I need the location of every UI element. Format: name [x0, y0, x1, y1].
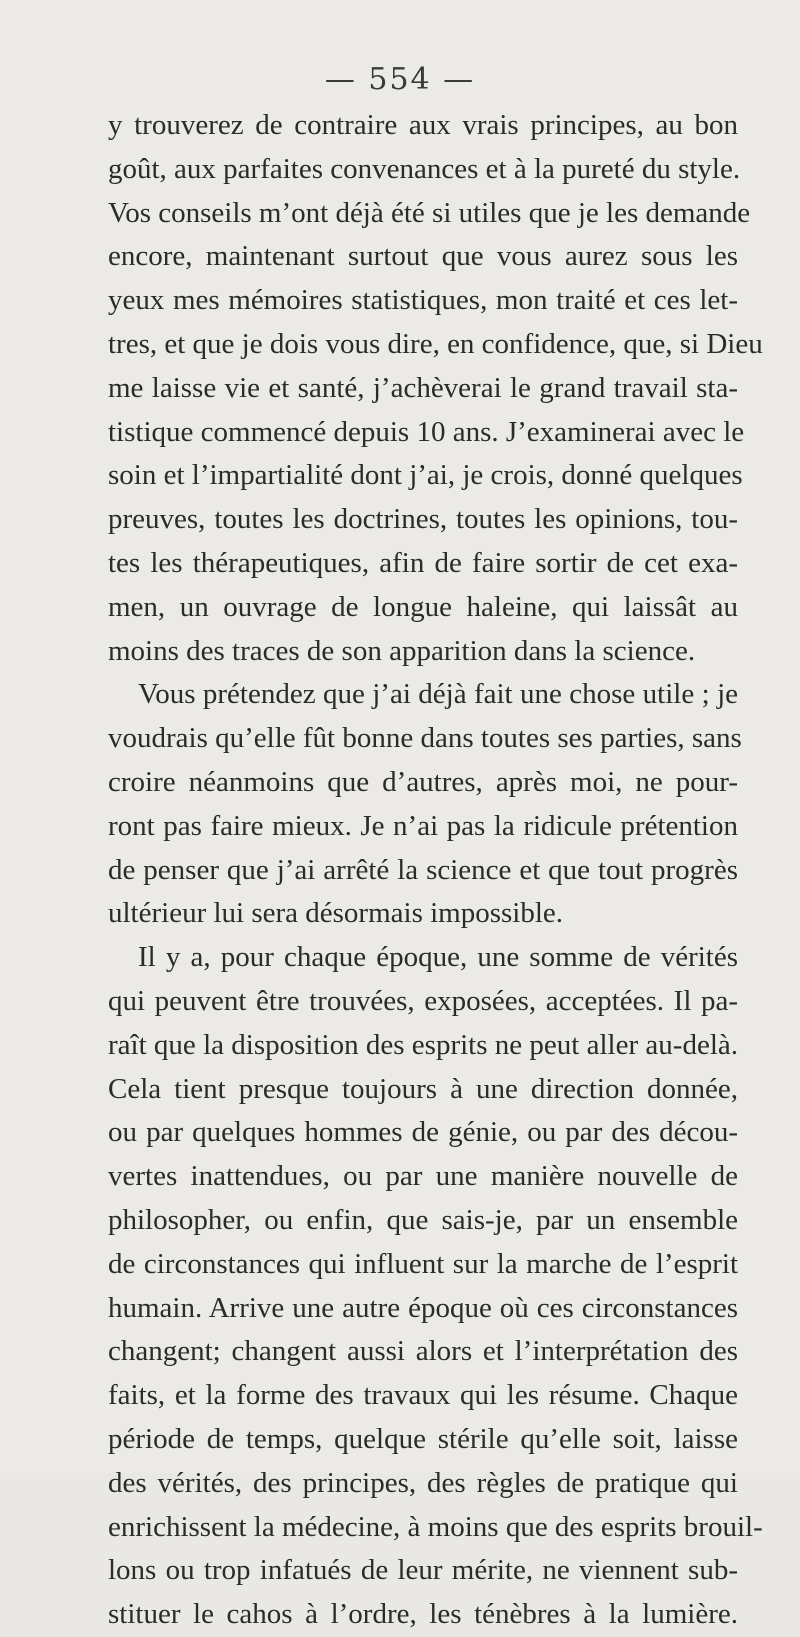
text-line: changent; changent aussi alors et l’interprétation des: [108, 1335, 738, 1368]
body-text: [108, 104, 763, 1637]
text-line: goût, aux parfaites convenances et à la pureté du style.: [108, 152, 741, 185]
text-line: voudrais qu’elle fût bonne dans toutes ses parties, sans: [108, 722, 742, 755]
text-line: des vérités, des principes, des règles de pratique qui: [108, 1466, 738, 1499]
text-line: yeux mes mémoires statistiques, mon traité et ces let-: [108, 284, 738, 317]
text-line: période de temps, quelque stérile qu’elle soit, laisse: [108, 1422, 738, 1455]
text-line: ou par quelques hommes de génie, ou par des décou-: [108, 1116, 738, 1149]
text-line: tistique commencé depuis 10 ans. J’examinerai avec le: [108, 415, 745, 448]
text-line: faits, et la forme des travaux qui les résume. Chaque: [108, 1379, 738, 1412]
text-line: humain. Arrive une autre époque où ces circonstances: [108, 1291, 738, 1324]
text-line: vertes inattendues, ou par une manière nouvelle de: [108, 1160, 738, 1193]
text-line: de penser que j’ai arrêté la science et que tout progrès: [108, 853, 738, 886]
text-line: enrichissent la médecine, à moins que des esprits brouil-: [108, 1510, 763, 1543]
text-line: tes les thérapeutiques, afin de faire sortir de cet exa-: [108, 546, 738, 579]
text-line: tres, et que je dois vous dire, en confidence, que, si Dieu: [108, 327, 763, 360]
text-line: moins des traces de son apparition dans la science.: [108, 634, 696, 667]
text-line: raît que la disposition des esprits ne peut aller au-delà.: [108, 1028, 738, 1061]
paragraph-start-line: Vous prétendez que j’ai déjà fait une chose utile ; je: [138, 678, 738, 711]
text-line: Cela tient presque toujours à une direction donnée,: [108, 1072, 738, 1105]
text-line: croire néanmoins que d’autres, après moi, ne pour-: [108, 765, 738, 798]
paragraph-start-line: Il y a, pour chaque époque, une somme de vérités: [138, 941, 738, 974]
text-line: Vos conseils m’ont déjà été si utiles que je les demande: [108, 196, 751, 229]
text-line: soin et l’impartialité dont j’ai, je crois, donné quelques: [108, 459, 743, 492]
text-line: ront pas faire mieux. Je n’ai pas la ridicule prétention: [108, 809, 738, 842]
text-line: me laisse vie et santé, j’achèverai le grand travail sta-: [108, 371, 738, 404]
text-line: de circonstances qui influent sur la marche de l’esprit: [108, 1247, 738, 1280]
text-line: preuves, toutes les doctrines, toutes les opinions, tou-: [108, 503, 738, 536]
text-line: stituer le cahos à l’ordre, les ténèbres à la lumière.: [108, 1598, 738, 1631]
page-number: — 554 —: [324, 62, 476, 97]
text-line: ultérieur lui sera désormais impossible.: [108, 897, 564, 930]
text-line: y trouverez de contraire aux vrais principes, au bon: [108, 109, 738, 141]
text-line: qui peuvent être trouvées, exposées, acceptées. Il pa-: [108, 984, 738, 1017]
text-line: philosopher, ou enfin, que sais-je, par un ensemble: [108, 1203, 738, 1236]
text-line: encore, maintenant surtout que vous aurez sous les: [108, 240, 738, 273]
text-line: lons ou trop infatués de leur mérite, ne viennent sub-: [108, 1554, 738, 1587]
text-line: men, un ouvrage de longue haleine, qui laissât au: [108, 590, 738, 623]
